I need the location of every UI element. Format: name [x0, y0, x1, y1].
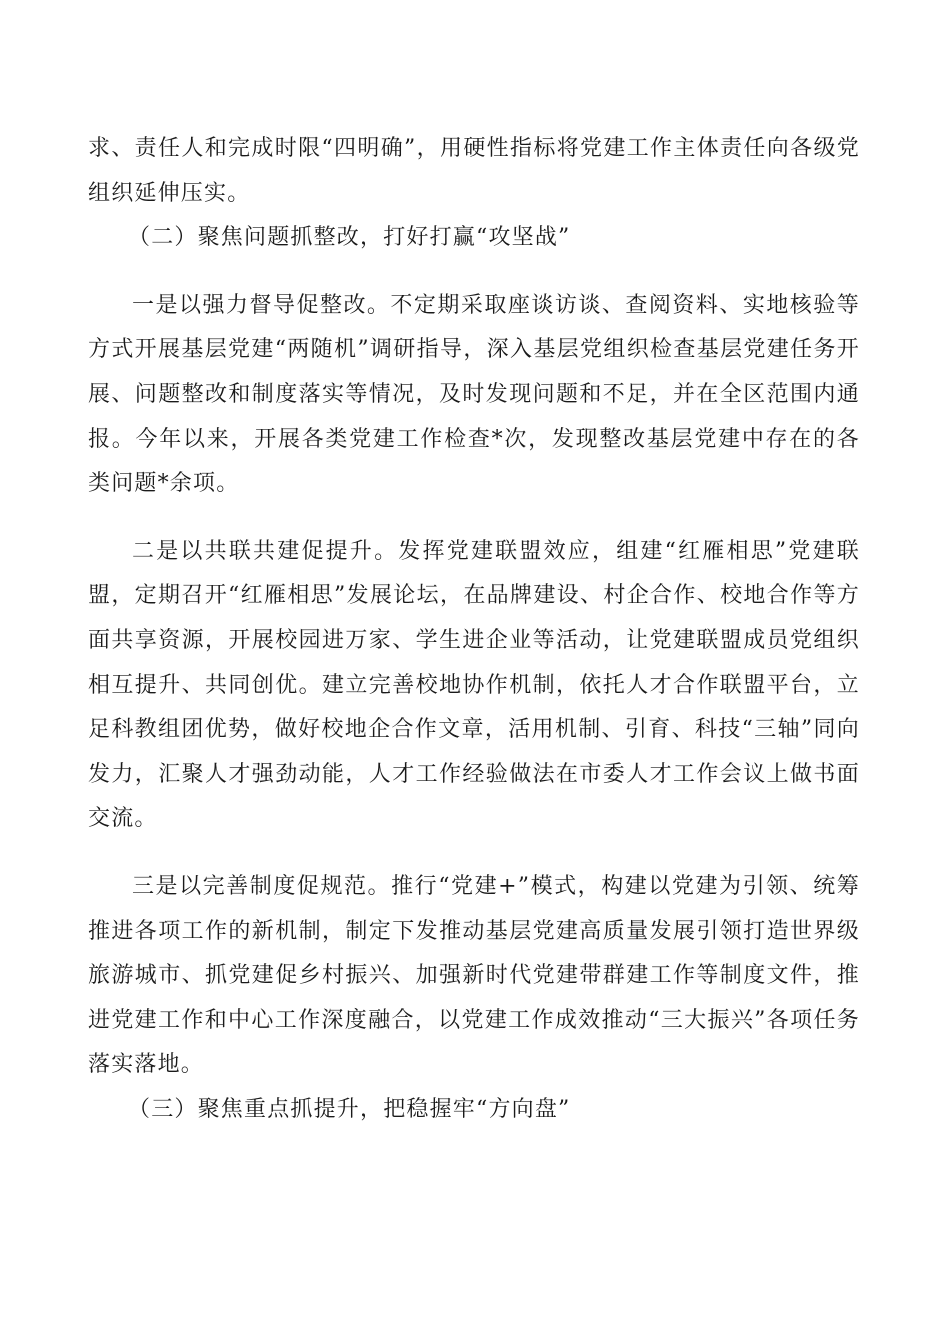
section-heading-3: （三）聚焦重点抓提升，把稳握牢“方向盘”: [128, 1096, 571, 1122]
section-heading-2: （二）聚焦问题抓整改，打好打赢“攻坚战”: [128, 225, 571, 251]
document-page: [88, 127, 860, 1132]
paragraph-institution: 三是以完善制度促规范。推行“党建+”模式，构建以党建为引领、统筹推进各项工作的新机制，制定下发推动基层党建高质量发展引领打造世界级旅游城市、抓党建促乡村振兴、加强新时代党建带群建工作等制度文件，推进党建工作和中心工作深度融合，以党建工作成效推动“三大振兴”各项任务落实落地。: [88, 873, 860, 1078]
paragraph-supervision: 一是以强力督导促整改。不定期采取座谈访谈、查阅资料、实地核验等方式开展基层党建“两随机”调研指导，深入基层党组织检查基层党建任务开展、问题整改和制度落实等情况，及时发现问题和不足，并在全区范围内通报。今年以来，开展各类党建工作检查*次，发现整改基层党建中存在的各类问题*余项。: [88, 292, 860, 497]
paragraph-co-construction: 二是以共联共建促提升。发挥党建联盟效应，组建“红雁相思”党建联盟，定期召开“红雁相思”发展论坛，在品牌建设、村企合作、校地合作等方面共享资源，开展校园进万家、学生进企业等活动，让党建联盟成员党组织相互提升、共同创优。建立完善校地协作机制，依托人才合作联盟平台，立足科教组团优势，做好校地企合作文章，活用机制、引育、科技“三轴”同向发力，汇聚人才强劲动能，人才工作经验做法在市委人才工作会议上做书面交流。: [88, 538, 860, 832]
paragraph-continuation: 求、责任人和完成时限“四明确”，用硬性指标将党建工作主体责任向各级党组织延伸压实。: [88, 136, 860, 206]
